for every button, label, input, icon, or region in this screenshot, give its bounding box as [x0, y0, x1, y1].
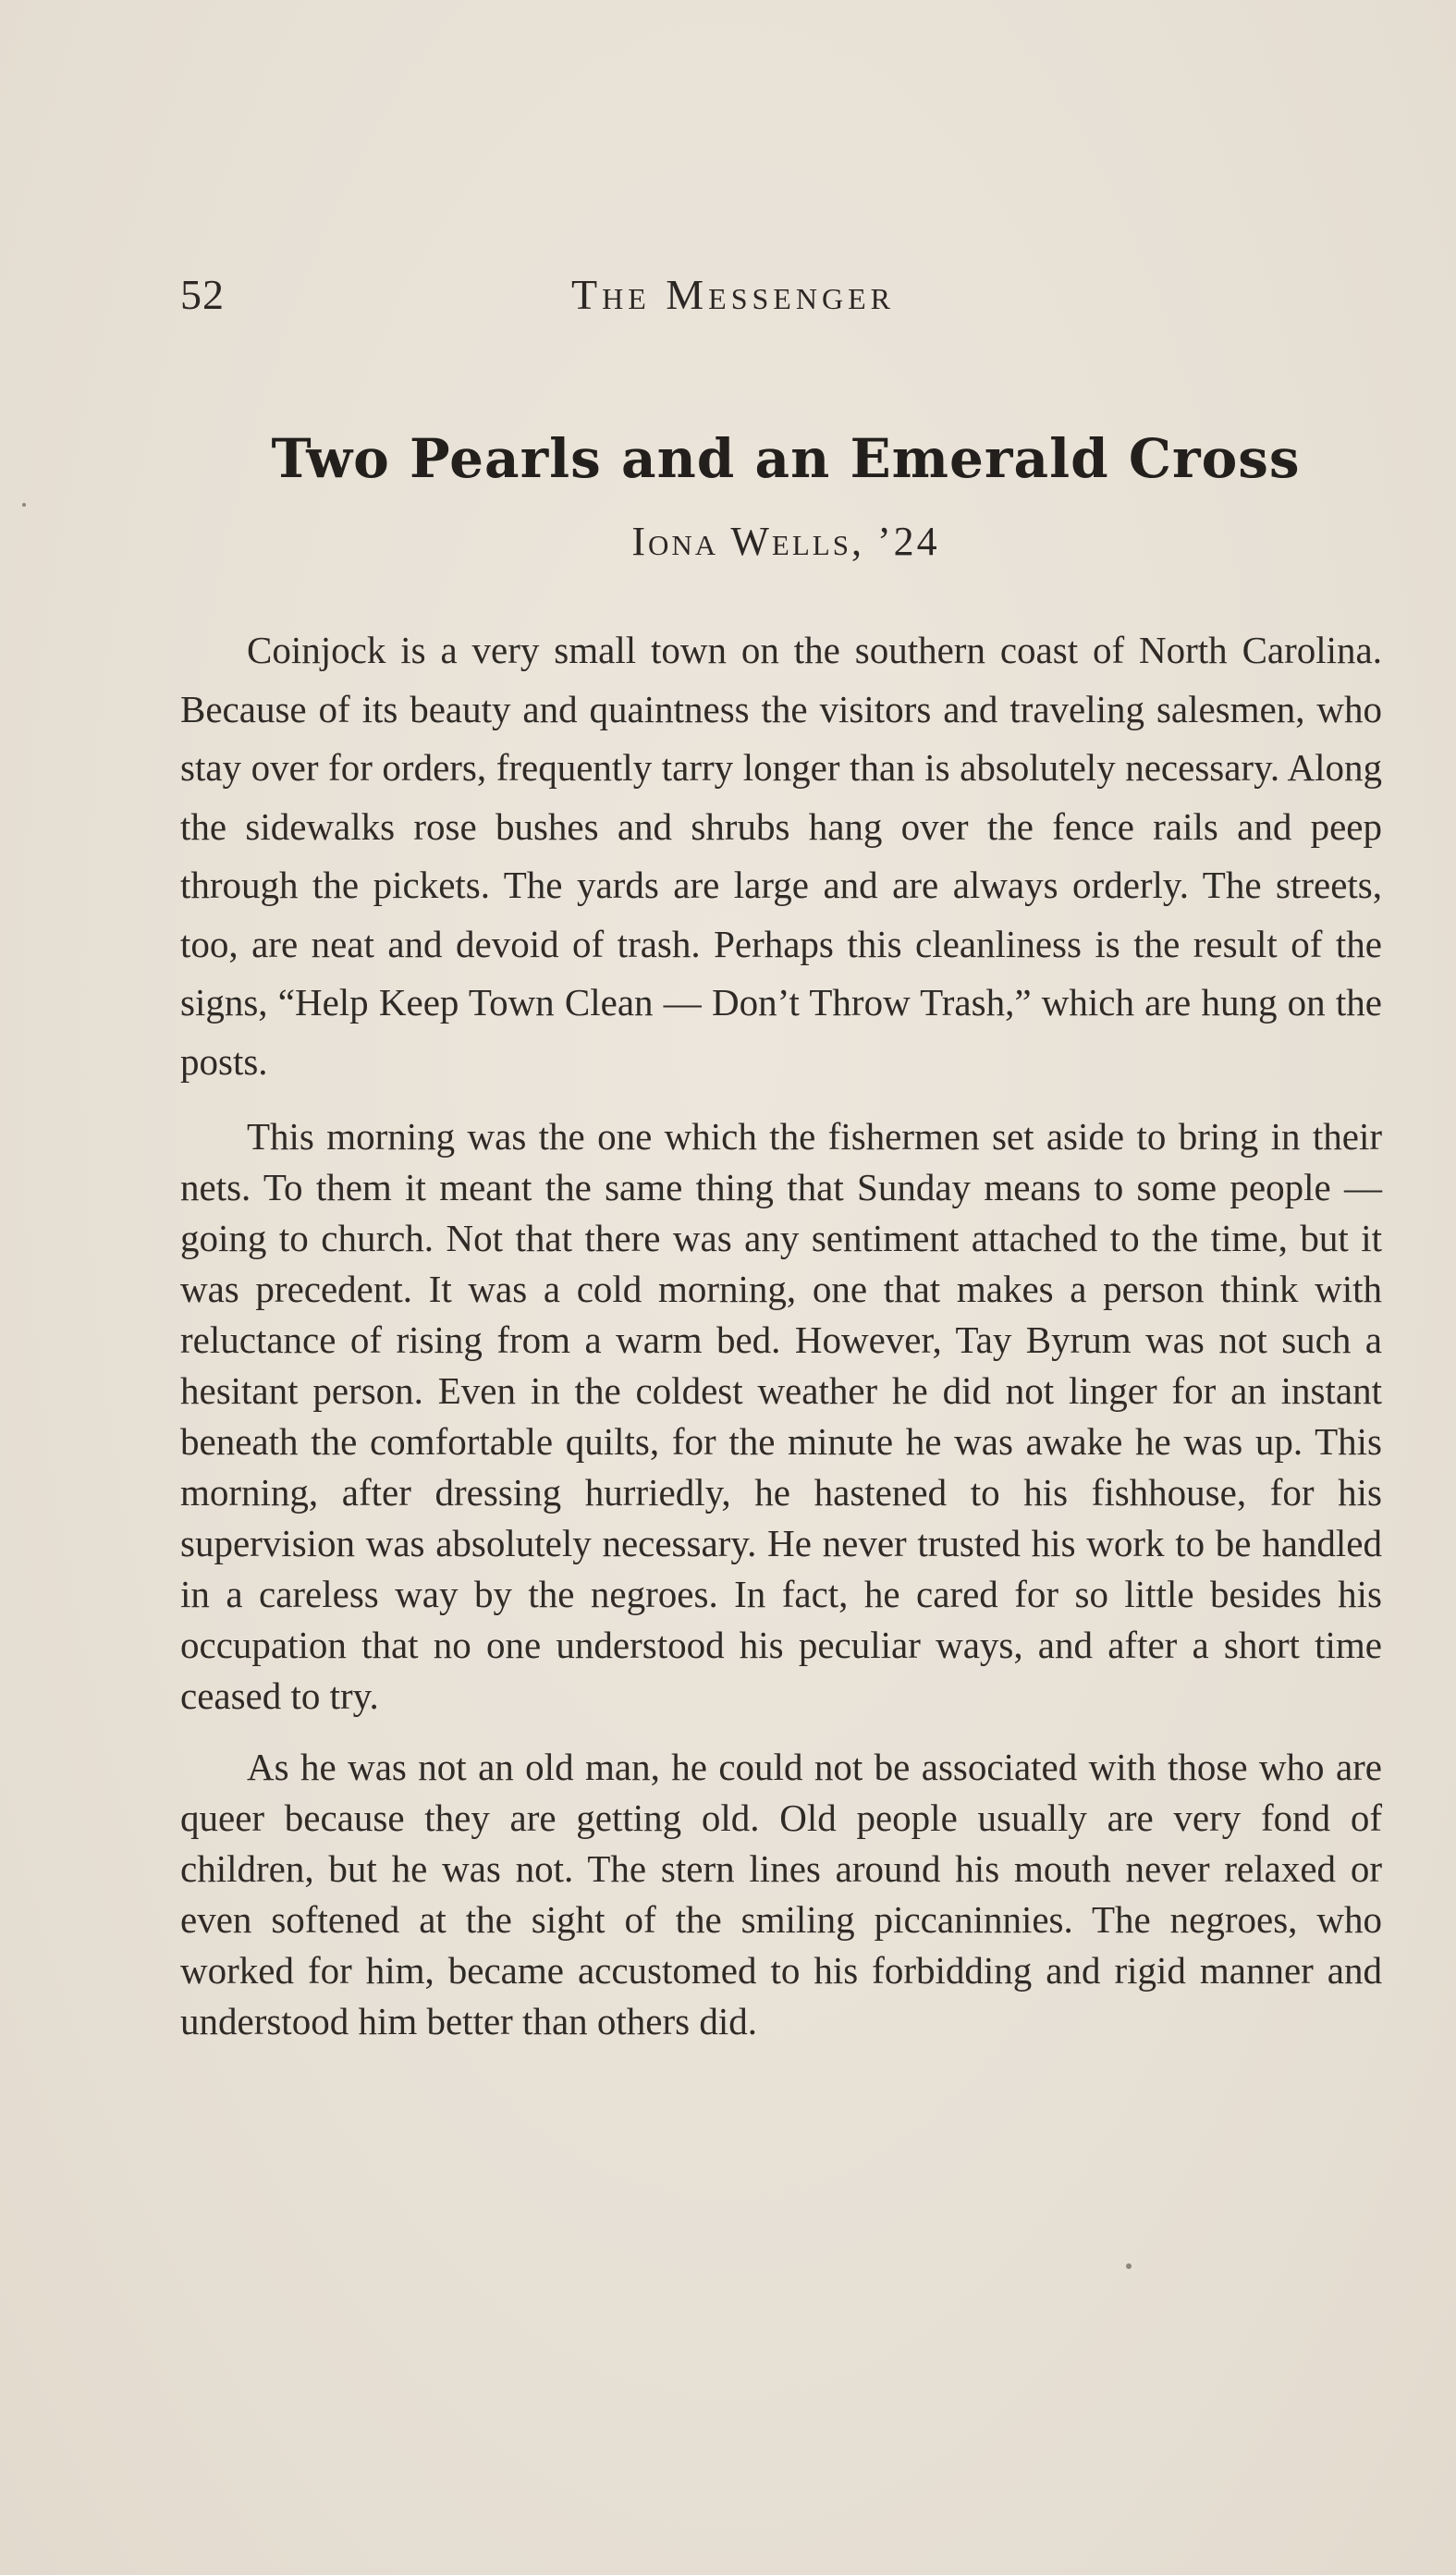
- article-title-block: [166, 427, 1405, 490]
- page-header: [180, 270, 1382, 325]
- page-number: 52: [180, 271, 225, 318]
- paragraph-1: Coinjock is a very small town on the southern coast of North Carolina. Because of its beauty and quaintness the visitors and traveling salesmen, who stay over for orders, frequently tarry longer than is absolutely necessary. Along the sidewalks rose bushes and shrubs hang over the fence rails and peep through the pickets. The yards are large and are always orderly. The streets, too, are neat and devoid of trash. Perhaps this cleanliness is the result of the signs, “Help Keep Town Clean — Don’t Throw Trash,” which are hung on the posts.: [180, 629, 1382, 1083]
- article-title: Two Pearls and an Emerald Cross: [271, 427, 1301, 490]
- paper-speck: [22, 503, 26, 507]
- article-body: [180, 621, 1382, 2047]
- running-head: The Messenger: [571, 271, 895, 318]
- paragraph-3: As he was not an old man, he could not be associated with those who are queer because they are getting old. Old people usually are very fond of children, but he was not. The stern lines around his mouth never relaxed or even softened at the sight of the smiling piccaninnies. The negroes, who worked for him, became accustomed to his forbidding and rigid manner and understood him better than others did.: [180, 1746, 1382, 2042]
- article-byline: Iona Wells, ’24: [631, 519, 940, 564]
- byline-block: [166, 518, 1405, 565]
- paper-speck: [1126, 2263, 1132, 2269]
- paragraph-2: This morning was the one which the fishermen set aside to bring in their nets. To them it meant the same thing that Sunday means to some people — going to church. Not that there was any sentiment attached to the time, but it was precedent. It was a cold morning, one that makes a person think with reluctance of rising from a warm bed. However, Tay Byrum was not such a hesitant person. Even in the coldest weather he did not linger for an instant beneath the comfortable quilts, for the minute he was awake he was up. This morning, after dressing hurriedly, he hastened to his fishhouse, for his supervision was absolutely necessary. He never trusted his work to be handled in a careless way by the negroes. In fact, he cared for so little besides his occupation that no one understood his peculiar ways, and after a short time ceased to try.: [180, 1115, 1382, 1717]
